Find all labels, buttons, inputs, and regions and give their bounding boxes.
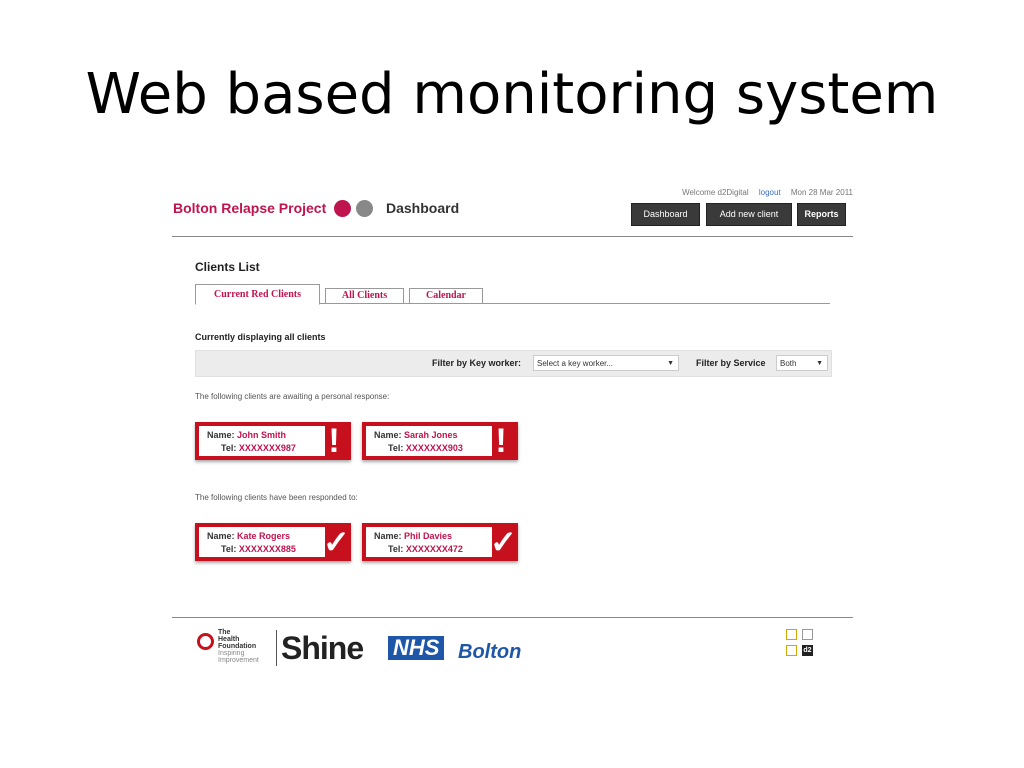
checkmark-icon: ✓ <box>323 524 350 560</box>
tab-calendar[interactable]: Calendar <box>409 288 483 304</box>
name-label: Name: <box>207 531 235 541</box>
responded-note: The following clients have been responded to: <box>195 493 358 502</box>
client-name: Phil Davies <box>404 531 453 541</box>
grey-dot-icon <box>356 200 373 217</box>
client-tel-row <box>388 443 463 453</box>
awaiting-response-note: The following clients are awaiting a personal response: <box>195 392 390 401</box>
add-new-client-button[interactable]: Add new client <box>706 203 792 226</box>
service-select[interactable] <box>776 355 828 371</box>
brand-title[interactable]: Bolton Relapse Project <box>173 200 327 216</box>
key-worker-select-value: Select a key worker... <box>537 359 614 368</box>
service-select-value: Both <box>780 359 797 368</box>
key-worker-filter-label: Filter by Key worker: <box>432 358 522 368</box>
health-foundation-ring-icon <box>197 633 214 650</box>
checkmark-icon: ✓ <box>490 524 517 560</box>
logout-link[interactable]: logout <box>758 188 781 197</box>
slide-title: Web based monitoring system <box>85 62 939 127</box>
displaying-status: Currently displaying all clients <box>195 332 326 342</box>
client-tel: XXXXXXX903 <box>405 443 463 453</box>
top-meta <box>682 188 853 197</box>
d2-square-label: d2 <box>803 647 812 654</box>
health-foundation-text <box>218 629 259 664</box>
card-body <box>199 426 325 456</box>
exclamation-icon: ! <box>495 422 507 460</box>
hf-line: Health <box>218 636 240 643</box>
d2-square-icon <box>786 629 797 640</box>
welcome-text: Welcome d2Digital <box>682 188 749 197</box>
shine-logo: Shine <box>276 630 363 666</box>
page-title: Dashboard <box>386 200 460 216</box>
client-name: Kate Rogers <box>237 531 291 541</box>
client-card-awaiting[interactable] <box>195 422 351 460</box>
service-filter-label: Filter by Service <box>696 358 766 368</box>
client-name-row <box>374 430 458 440</box>
date-text: Mon 28 Mar 2011 <box>790 188 853 197</box>
filter-bar <box>195 350 832 377</box>
tel-label: Tel: <box>221 443 237 453</box>
name-label: Name: <box>207 430 235 440</box>
client-tel-row <box>221 443 296 453</box>
client-tel: XXXXXXX885 <box>238 544 296 554</box>
chevron-down-icon: ▼ <box>667 360 674 367</box>
hf-line: Foundation <box>218 643 257 650</box>
client-tel: XXXXXXX472 <box>405 544 463 554</box>
hf-sub-line: Inspiring <box>218 650 245 657</box>
hf-line: The <box>218 629 231 636</box>
reports-button[interactable]: Reports <box>797 203 846 226</box>
card-body <box>199 527 325 557</box>
tab-all-clients[interactable]: All Clients <box>325 288 404 304</box>
client-card-awaiting[interactable] <box>362 422 518 460</box>
key-worker-select[interactable] <box>533 355 679 371</box>
tel-label: Tel: <box>221 544 237 554</box>
dashboard-button[interactable]: Dashboard <box>631 203 700 226</box>
name-label: Name: <box>374 531 402 541</box>
client-name: John Smith <box>237 430 287 440</box>
client-name-row <box>374 531 452 541</box>
client-name-row <box>207 430 286 440</box>
hf-sub-line: Improvement <box>218 657 259 664</box>
red-dot-icon <box>334 200 351 217</box>
card-body <box>366 527 492 557</box>
client-name-row <box>207 531 290 541</box>
tab-current-red-clients[interactable]: Current Red Clients <box>195 284 320 305</box>
client-card-responded[interactable] <box>362 523 518 561</box>
client-card-responded[interactable] <box>195 523 351 561</box>
client-tel-row <box>221 544 296 554</box>
client-name: Sarah Jones <box>404 430 458 440</box>
chevron-down-icon: ▼ <box>816 360 823 367</box>
d2-square-icon <box>802 629 813 640</box>
health-foundation-logo <box>197 629 277 667</box>
app-screenshot <box>172 180 853 680</box>
client-tel-row <box>388 544 463 554</box>
d2-logo <box>786 629 818 661</box>
card-body <box>366 426 492 456</box>
d2-square-icon <box>786 645 797 656</box>
tel-label: Tel: <box>388 544 404 554</box>
bolton-logo-text: Bolton <box>458 641 522 663</box>
footer-divider <box>172 617 853 618</box>
nhs-logo: NHS <box>388 636 444 660</box>
client-tel: XXXXXXX987 <box>238 443 296 453</box>
clients-list-title: Clients List <box>195 260 260 274</box>
exclamation-icon: ! <box>328 422 340 460</box>
tel-label: Tel: <box>388 443 404 453</box>
name-label: Name: <box>374 430 402 440</box>
header-divider <box>172 236 853 237</box>
